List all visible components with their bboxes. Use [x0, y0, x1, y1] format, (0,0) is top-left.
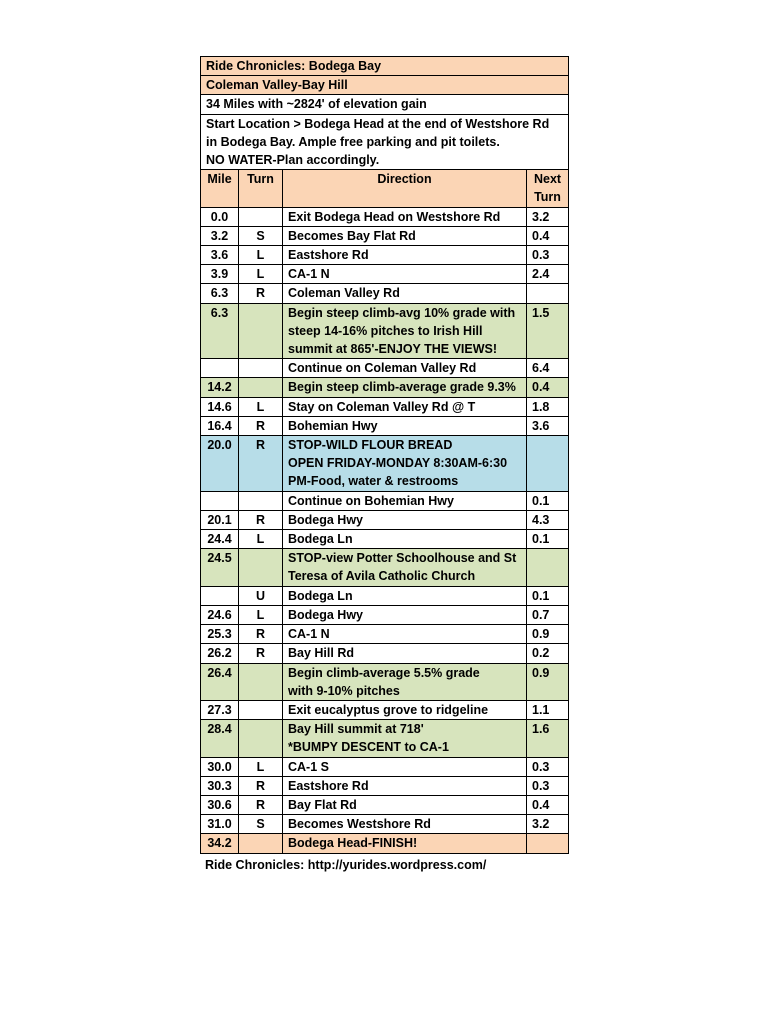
- next-turn-cell: 0.4: [527, 795, 569, 814]
- cue-row: [201, 303, 569, 359]
- mile-cell: 27.3: [201, 700, 239, 719]
- direction-cell: Continue on Bohemian Hwy: [283, 491, 527, 510]
- direction-line: OPEN FRIDAY-MONDAY 8:30AM-6:30: [288, 456, 508, 471]
- mile-cell: 6.3: [201, 284, 239, 303]
- turn-cell: [239, 491, 283, 510]
- next-turn-header-line-2: Turn: [534, 190, 561, 205]
- mile-cell: 3.6: [201, 246, 239, 265]
- turn-cell: [239, 834, 283, 853]
- direction-cell: CA-1 N: [283, 265, 527, 284]
- cue-row: [201, 416, 569, 435]
- next-turn-cell: 4.3: [527, 510, 569, 529]
- mile-cell: 20.0: [201, 436, 239, 492]
- turn-cell: L: [239, 605, 283, 624]
- turn-cell: R: [239, 436, 283, 492]
- cue-row: [201, 644, 569, 663]
- direction-line: STOP-view Potter Schoolhouse and St: [288, 551, 517, 566]
- direction-cell: Stay on Coleman Valley Rd @ T: [283, 397, 527, 416]
- direction-cell: [283, 549, 527, 586]
- mile-cell: 26.2: [201, 644, 239, 663]
- direction-line: Begin climb-average 5.5% grade: [288, 665, 480, 680]
- direction-line: Begin steep climb-avg 10% grade with: [288, 305, 516, 320]
- next-turn-cell: 0.4: [527, 226, 569, 245]
- next-turn-cell: 1.8: [527, 397, 569, 416]
- turn-cell: [239, 549, 283, 586]
- cue-row: [201, 757, 569, 776]
- direction-header: Direction: [283, 170, 527, 207]
- direction-line: STOP-WILD FLOUR BREAD: [288, 438, 453, 453]
- next-turn-cell: [527, 284, 569, 303]
- next-turn-cell: 0.4: [527, 378, 569, 397]
- direction-cell: Becomes Westshore Rd: [283, 815, 527, 834]
- direction-cell: Bodega Hwy: [283, 510, 527, 529]
- direction-line: *BUMPY DESCENT to CA-1: [288, 740, 449, 755]
- direction-cell: [283, 303, 527, 359]
- turn-cell: S: [239, 226, 283, 245]
- mile-cell: 20.1: [201, 510, 239, 529]
- cue-row: [201, 378, 569, 397]
- next-turn-cell: 0.1: [527, 586, 569, 605]
- next-turn-cell: 6.4: [527, 359, 569, 378]
- turn-cell: [239, 720, 283, 757]
- next-turn-cell: 0.7: [527, 605, 569, 624]
- next-turn-cell: 0.1: [527, 530, 569, 549]
- turn-cell: R: [239, 776, 283, 795]
- turn-cell: L: [239, 246, 283, 265]
- cue-row: [201, 246, 569, 265]
- next-turn-cell: 0.3: [527, 776, 569, 795]
- turn-cell: L: [239, 265, 283, 284]
- turn-cell: [239, 663, 283, 700]
- mile-header: Mile: [201, 170, 239, 207]
- mile-cell: 31.0: [201, 815, 239, 834]
- mile-cell: 0.0: [201, 207, 239, 226]
- next-turn-header-line-1: Next: [533, 172, 562, 187]
- next-turn-cell: 2.4: [527, 265, 569, 284]
- title-line-1: Ride Chronicles: Bodega Bay: [206, 59, 382, 73]
- turn-cell: U: [239, 586, 283, 605]
- direction-line: Teresa of Avila Catholic Church: [288, 569, 476, 584]
- direction-line: with 9-10% pitches: [288, 683, 400, 698]
- turn-cell: L: [239, 757, 283, 776]
- direction-line: steep 14-16% pitches to Irish Hill: [288, 323, 483, 338]
- direction-cell: Bodega Ln: [283, 530, 527, 549]
- mile-cell: 16.4: [201, 416, 239, 435]
- mile-cell: 24.5: [201, 549, 239, 586]
- turn-cell: R: [239, 510, 283, 529]
- turn-cell: R: [239, 644, 283, 663]
- direction-cell: [283, 720, 527, 757]
- mile-cell: [201, 359, 239, 378]
- mile-cell: 3.2: [201, 226, 239, 245]
- sheet-title: [201, 57, 569, 76]
- column-header-row: [201, 170, 569, 207]
- turn-cell: [239, 378, 283, 397]
- direction-cell: Bodega Ln: [283, 586, 527, 605]
- cue-row: [201, 625, 569, 644]
- cue-row: [201, 663, 569, 700]
- turn-cell: L: [239, 397, 283, 416]
- direction-cell: Bohemian Hwy: [283, 416, 527, 435]
- mile-cell: 3.9: [201, 265, 239, 284]
- cue-row: [201, 530, 569, 549]
- direction-cell: Continue on Coleman Valley Rd: [283, 359, 527, 378]
- mile-cell: 34.2: [201, 834, 239, 853]
- cue-row: [201, 776, 569, 795]
- turn-cell: R: [239, 795, 283, 814]
- direction-line: summit at 865'-ENJOY THE VIEWS!: [288, 342, 498, 357]
- direction-cell: Eastshore Rd: [283, 246, 527, 265]
- direction-cell: CA-1 N: [283, 625, 527, 644]
- mile-cell: 25.3: [201, 625, 239, 644]
- mile-cell: [201, 586, 239, 605]
- next-turn-cell: 0.3: [527, 757, 569, 776]
- cue-row: [201, 397, 569, 416]
- next-turn-header: [527, 170, 569, 207]
- turn-cell: [239, 359, 283, 378]
- cue-row: [201, 605, 569, 624]
- direction-cell: Eastshore Rd: [283, 776, 527, 795]
- cue-row: [201, 265, 569, 284]
- turn-cell: R: [239, 625, 283, 644]
- next-turn-cell: 0.3: [527, 246, 569, 265]
- start-line-3: NO WATER-Plan accordingly.: [206, 153, 380, 168]
- cue-row: [201, 586, 569, 605]
- cue-row: [201, 815, 569, 834]
- direction-cell: Bay Flat Rd: [283, 795, 527, 814]
- next-turn-cell: 0.9: [527, 625, 569, 644]
- turn-cell: [239, 700, 283, 719]
- cue-row: [201, 549, 569, 586]
- direction-cell: Becomes Bay Flat Rd: [283, 226, 527, 245]
- direction-cell: Bodega Hwy: [283, 605, 527, 624]
- turn-cell: R: [239, 284, 283, 303]
- cue-row: [201, 359, 569, 378]
- cue-row: [201, 700, 569, 719]
- direction-cell: Bodega Head-FINISH!: [283, 834, 527, 853]
- next-turn-cell: 3.2: [527, 207, 569, 226]
- mile-cell: 24.4: [201, 530, 239, 549]
- direction-cell: Bay Hill Rd: [283, 644, 527, 663]
- cue-row: [201, 284, 569, 303]
- cue-row: [201, 491, 569, 510]
- next-turn-cell: 3.2: [527, 815, 569, 834]
- cue-rows: [201, 207, 569, 853]
- next-turn-cell: 1.6: [527, 720, 569, 757]
- ride-summary: [201, 95, 569, 114]
- cue-row: [201, 795, 569, 814]
- next-turn-cell: 1.5: [527, 303, 569, 359]
- cue-row: [201, 510, 569, 529]
- direction-line: Bay Hill summit at 718': [288, 722, 424, 737]
- turn-cell: R: [239, 416, 283, 435]
- mile-cell: [201, 491, 239, 510]
- cue-row: [201, 226, 569, 245]
- turn-cell: L: [239, 530, 283, 549]
- cue-row: [201, 207, 569, 226]
- start-line-2: in Bodega Bay. Ample free parking and pit toilets.: [206, 134, 500, 149]
- cue-row: [201, 834, 569, 853]
- direction-cell: Coleman Valley Rd: [283, 284, 527, 303]
- mile-cell: 6.3: [201, 303, 239, 359]
- footer-credit: Ride Chronicles: http://yurides.wordpress.com/: [205, 858, 487, 872]
- direction-cell: [283, 436, 527, 492]
- next-turn-cell: 1.1: [527, 700, 569, 719]
- direction-cell: [283, 663, 527, 700]
- turn-cell: [239, 303, 283, 359]
- direction-line: PM-Food, water & restrooms: [288, 474, 459, 489]
- direction-cell: Exit Bodega Head on Westshore Rd: [283, 207, 527, 226]
- turn-cell: [239, 207, 283, 226]
- turn-cell: S: [239, 815, 283, 834]
- mile-cell: 30.3: [201, 776, 239, 795]
- next-turn-cell: 3.6: [527, 416, 569, 435]
- direction-cell: Exit eucalyptus grove to ridgeline: [283, 700, 527, 719]
- start-location: [201, 114, 569, 170]
- next-turn-cell: [527, 834, 569, 853]
- cue-sheet-table: [200, 56, 569, 854]
- turn-header: Turn: [239, 170, 283, 207]
- cue-row: [201, 720, 569, 757]
- summary-text: 34 Miles with ~2824' of elevation gain: [206, 97, 427, 112]
- mile-cell: 30.6: [201, 795, 239, 814]
- next-turn-cell: 0.1: [527, 491, 569, 510]
- mile-cell: 24.6: [201, 605, 239, 624]
- next-turn-cell: 0.9: [527, 663, 569, 700]
- next-turn-cell: [527, 549, 569, 586]
- next-turn-cell: 0.2: [527, 644, 569, 663]
- mile-cell: 26.4: [201, 663, 239, 700]
- mile-cell: 30.0: [201, 757, 239, 776]
- direction-cell: Begin steep climb-average grade 9.3%: [283, 378, 527, 397]
- title-line-2: Coleman Valley-Bay Hill: [206, 78, 348, 93]
- start-line-1: Start Location > Bodega Head at the end of Westshore Rd: [206, 116, 550, 131]
- next-turn-cell: [527, 436, 569, 492]
- cue-row: [201, 436, 569, 492]
- mile-cell: 14.6: [201, 397, 239, 416]
- mile-cell: 28.4: [201, 720, 239, 757]
- sheet-subtitle: [201, 76, 569, 95]
- mile-cell: 14.2: [201, 378, 239, 397]
- direction-cell: CA-1 S: [283, 757, 527, 776]
